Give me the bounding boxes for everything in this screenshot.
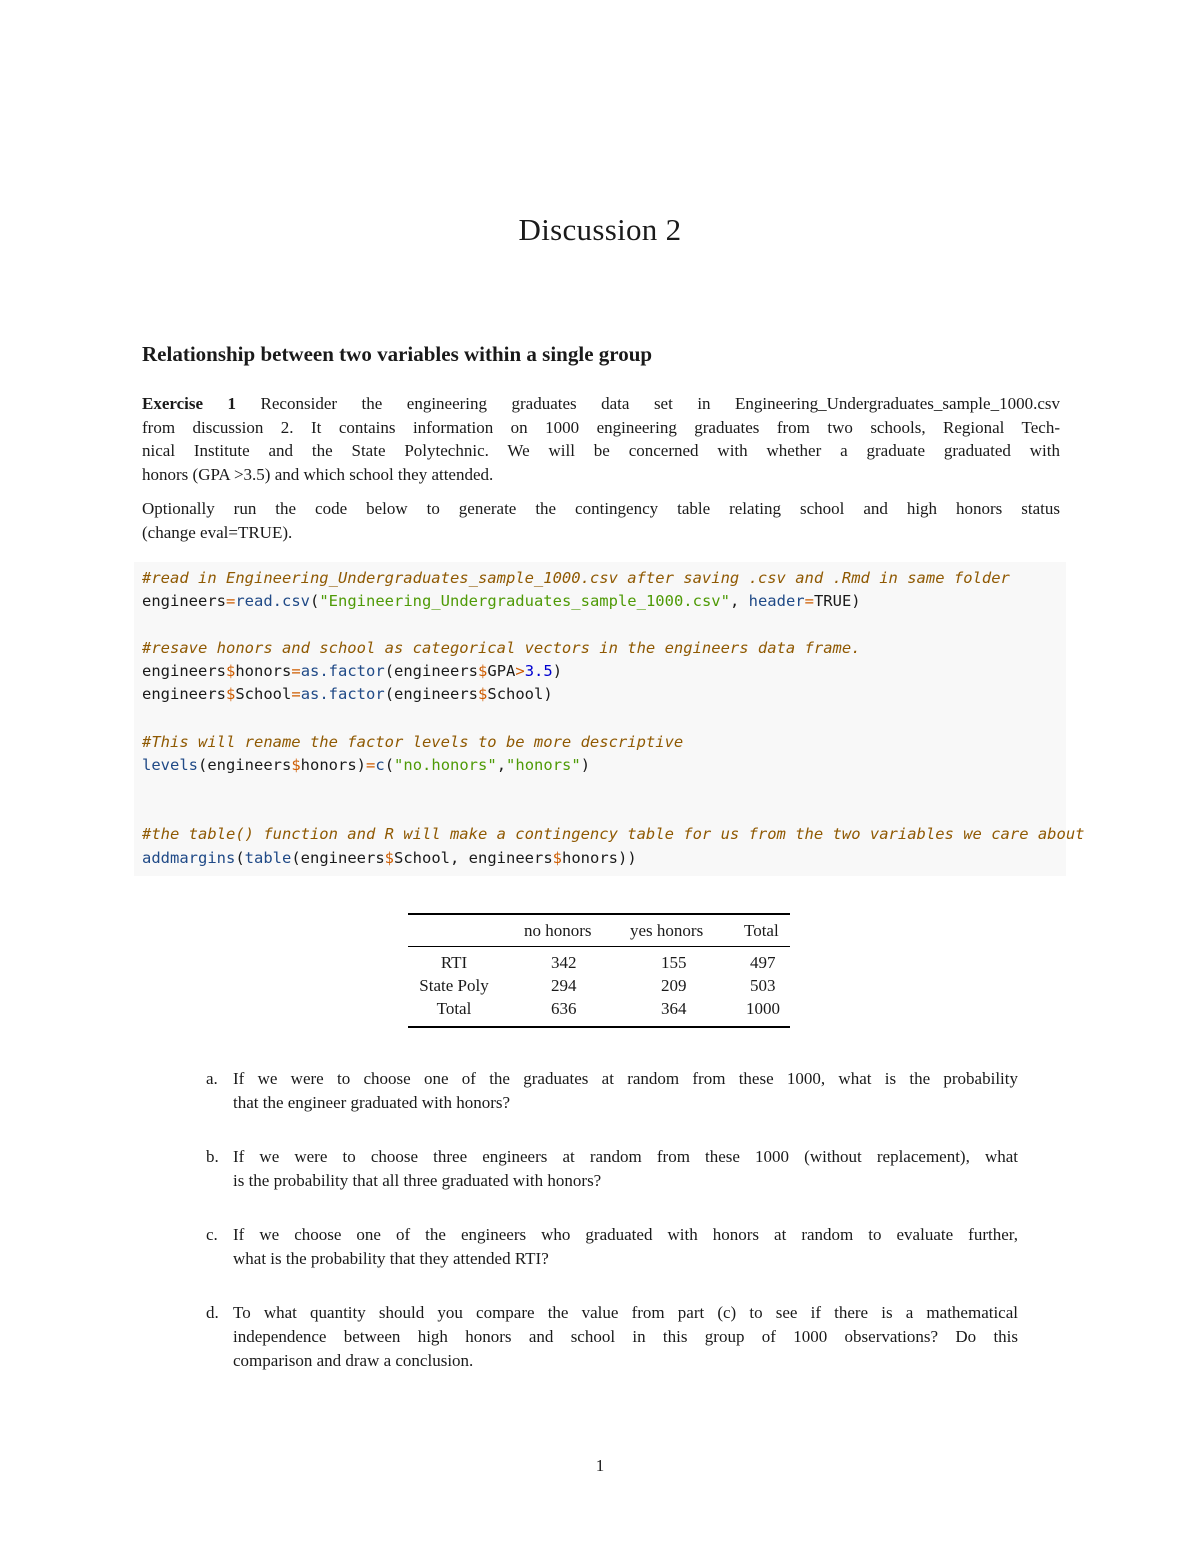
exercise-paragraph: [142, 392, 1060, 486]
table-header: no honors: [524, 921, 592, 940]
exercise-label: Exercise 1: [142, 394, 237, 413]
instruction-paragraph: [142, 497, 1060, 544]
question-text: If we choose one of the engineers who graduated with honors at random to evaluate further, what is the probability that they attended RTI?: [233, 1225, 1018, 1268]
table-row-label: RTI: [440, 953, 468, 972]
table-cell: 1000: [746, 999, 780, 1018]
table-cell: 364: [661, 999, 687, 1018]
table-cell: 636: [551, 999, 577, 1018]
table-header: Total: [744, 921, 779, 940]
question-letter: d.: [206, 1303, 219, 1322]
table-cell: 209: [661, 976, 687, 995]
table-top-rule: [408, 913, 790, 915]
table-cell: 155: [661, 953, 687, 972]
exercise-line-3: nical Institute and the State Polytechnic. We will be concerned with whether a graduate graduated with: [142, 441, 1060, 460]
exercise-line-2: from discussion 2. It contains information on 1000 engineering graduates from two schools, Regional Tech-: [142, 417, 1060, 437]
code-comment: #the table() function and R will make a contingency table for us from the two variables we care about: [142, 825, 1085, 843]
table-cell: 342: [551, 953, 577, 972]
table-cell: 294: [551, 976, 577, 995]
page-number: 1: [595, 1456, 605, 1475]
exercise-line-4: honors (GPA >3.5) and which school they attended.: [142, 464, 494, 484]
table-cell: 503: [750, 976, 776, 995]
question-text: To what quantity should you compare the value from part (c) to see if there is a mathematical independence between high honors and school in this group of 1000 observations? Do this comparison and draw a conclusion.: [233, 1303, 1018, 1370]
question-letter: c.: [206, 1225, 218, 1244]
question-text: If we were to choose one of the graduates at random from these 1000, what is the probability that the engineer graduated with honors?: [233, 1069, 1018, 1112]
table-bottom-rule: [408, 1026, 790, 1028]
table-row-label: State Poly: [419, 976, 489, 995]
table-header-rule: [408, 946, 790, 947]
instruction-line-2: (change eval=TRUE).: [142, 522, 293, 542]
code-comment: #This will rename the factor levels to be more descriptive: [142, 733, 684, 751]
code-line: levels(engineers$honors)=c("no.honors","honors"): [142, 756, 591, 774]
code-line: engineers$honors=as.factor(engineers$GPA>3.5): [142, 662, 563, 680]
table-row-label: Total: [436, 999, 472, 1018]
section-heading: Relationship between two variables within a single group: [142, 342, 653, 366]
table-header: yes honors: [630, 921, 704, 940]
table-cell: 497: [750, 953, 776, 972]
page-title: Discussion 2: [518, 212, 682, 247]
question-letter: a.: [206, 1069, 218, 1088]
code-line: engineers=read.csv("Engineering_Undergraduates_sample_1000.csv", header=TRUE): [142, 592, 861, 610]
code-line: addmargins(table(engineers$School, engineers$honors)): [142, 849, 637, 867]
question-text: If we were to choose three engineers at random from these 1000 (without replacement), what is the probability that all three graduated with honors?: [233, 1147, 1018, 1190]
code-line: engineers$School=as.factor(engineers$School): [142, 685, 553, 703]
code-comment: #read in Engineering_Undergraduates_sample_1000.csv after saving .csv and .Rmd in same folder: [142, 569, 1010, 587]
exercise-line-1: Reconsider the engineering graduates data set in Engineering_Undergraduates_sample_1000.csv: [260, 394, 1060, 413]
code-comment: #resave honors and school as categorical vectors in the engineers data frame.: [142, 639, 861, 657]
instruction-line-1: Optionally run the code below to generate the contingency table relating school and high honors status: [142, 499, 1060, 518]
question-letter: b.: [206, 1147, 219, 1166]
code-block: [134, 562, 1085, 876]
